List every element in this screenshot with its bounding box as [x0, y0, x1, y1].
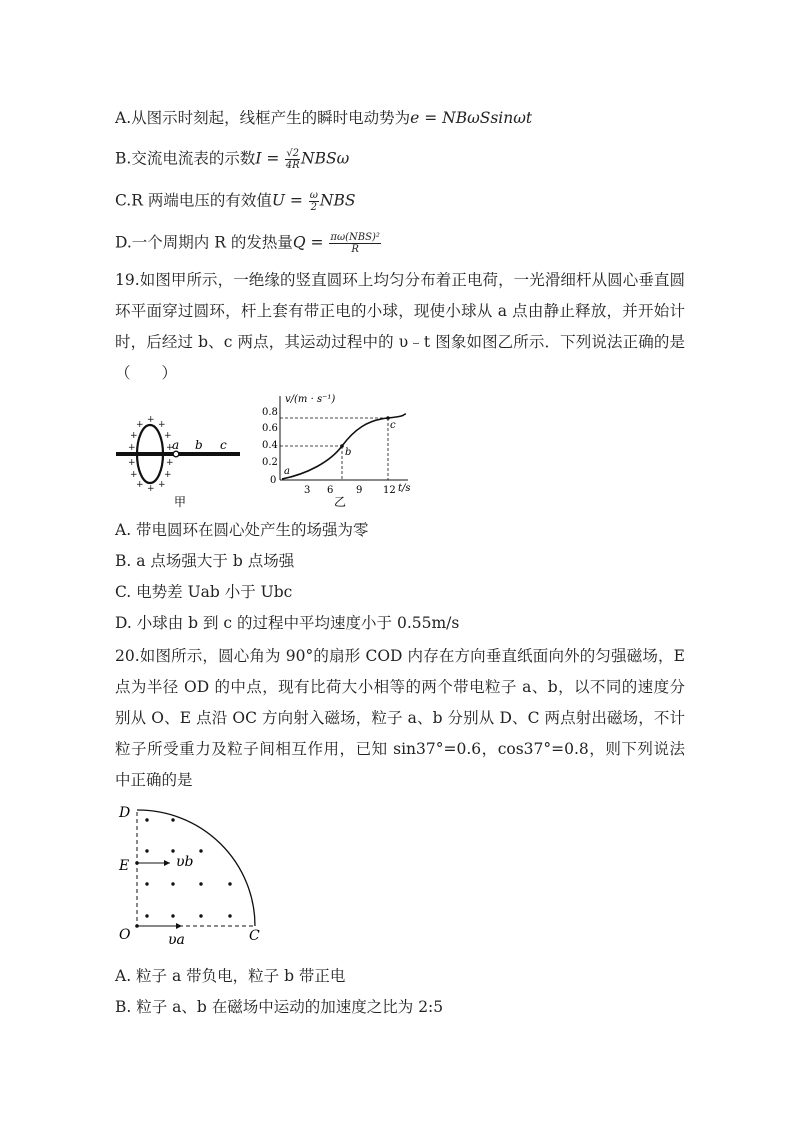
y-tick: 0.2 [262, 457, 278, 468]
question-19-stem: 19.如图甲所示，一绝缘的竖直圆环上均匀分布着正电荷，一光滑细杆从圆心垂直圆环平面穿过圆环，杆上套有带正电的小球，现使小球从 a 点由静止释放，并开始计时，后经过 b、c 两点，其运动过程中的 υ﹣t 图象如图乙所示．下列说法正确的是（ ） [115, 271, 685, 382]
option-19a: A. 带电圆环在圆心处产生的场强为零 [115, 521, 369, 539]
svg-text:+: + [158, 480, 166, 490]
arc-dc [137, 810, 255, 926]
point-b [340, 444, 344, 448]
svg-text:+: + [147, 484, 155, 494]
svg-text:+: + [130, 470, 138, 480]
formula-lhs: I = [255, 149, 280, 168]
ball [173, 451, 179, 457]
formula-lhs: Q = [292, 233, 324, 252]
svg-text:+: + [164, 431, 172, 441]
option-18a [115, 108, 532, 128]
svg-text:+: + [164, 470, 172, 480]
option-text: D.一个周期内 R 的发热量 [115, 233, 293, 252]
y-tick: 0 [270, 475, 277, 486]
x-axis-label: t/s [398, 483, 411, 494]
option-19c: C. 电势差 Uab 小于 Ubc [115, 583, 293, 601]
point-o [135, 924, 139, 928]
x-tick: 3 [304, 485, 311, 496]
curve-label-a: a [284, 466, 290, 477]
formula-lhs: U = [271, 191, 303, 210]
label-D: D [119, 805, 131, 821]
option-text: B.交流电流表的示数 [115, 149, 256, 168]
option-18d [115, 232, 382, 255]
option-text: A.从图示时刻起，线框产生的瞬时电动势为 [115, 109, 411, 127]
svg-text:+: + [166, 458, 174, 468]
caption-yi: 乙 [334, 495, 347, 509]
x-tick: 9 [356, 485, 363, 496]
fraction-num: ω [309, 190, 318, 201]
svg-text:+: + [158, 420, 166, 430]
label-a: a [172, 438, 180, 452]
curve-label-b: b [345, 447, 352, 458]
option-18c [115, 190, 356, 213]
arrowhead-vb [164, 860, 170, 866]
x-tick: 12 [383, 485, 396, 496]
option-20b: B. 粒子 a、b 在磁场中运动的加速度之比为 2:5 [115, 998, 444, 1016]
y-tick: 0.4 [262, 440, 278, 451]
fraction-den: 4R [285, 160, 300, 171]
formula-rest: NBSω [301, 149, 350, 168]
fraction-den: 2 [310, 202, 318, 213]
fraction [309, 190, 319, 213]
formula: e = NBωSsinωt [410, 109, 533, 127]
label-c: c [220, 438, 227, 452]
fraction [285, 148, 300, 171]
q20-figure [112, 800, 282, 950]
svg-text:+: + [128, 443, 136, 453]
curve-label-c: c [390, 420, 396, 431]
y-tick: 0.8 [262, 407, 278, 418]
label-C: C [249, 928, 260, 944]
svg-text:+: + [147, 415, 155, 425]
fraction [329, 232, 381, 255]
option-text: C.R 两端电压的有效值 [115, 191, 272, 210]
svg-text:+: + [128, 458, 136, 468]
point-e [135, 861, 139, 865]
label-vb: υb [176, 854, 194, 870]
option-20a: A. 粒子 a 带负电，粒子 b 带正电 [115, 967, 346, 985]
y-axis-label: v/(m · s⁻¹) [285, 394, 336, 405]
x-tick: 6 [327, 485, 334, 496]
y-tick: 0.6 [262, 423, 278, 434]
q19-figure [112, 390, 422, 509]
option-18b [115, 148, 349, 171]
label-O: O [119, 927, 131, 943]
label-E: E [119, 858, 130, 874]
caption-jia: 甲 [174, 495, 187, 509]
fraction-num: πω(NBS)² [330, 232, 380, 243]
vt-graph [262, 394, 411, 509]
charged-ring-figure [116, 415, 240, 509]
svg-text:+: + [136, 480, 144, 490]
fraction-num: √2 [286, 148, 300, 159]
label-b: b [195, 438, 203, 452]
option-19d: D. 小球由 b 到 c 的过程中平均速度小于 0.55m/s [115, 614, 460, 632]
label-va: υa [168, 932, 185, 948]
arrowhead-va [176, 923, 182, 929]
svg-text:+: + [166, 443, 174, 453]
svg-text:+: + [136, 420, 144, 430]
formula-rest: NBS [319, 191, 356, 210]
svg-text:+: + [130, 431, 138, 441]
fraction-den: R [351, 244, 359, 255]
velocity-curve [282, 414, 406, 479]
question-20-stem: 20.如图所示，圆心角为 90°的扇形 COD 内存在方向垂直纸面向外的匀强磁场，E 点为半径 OD 的中点，现有比荷大小相等的两个带电粒子 a、b，以不同的速度分别从 O、E 点沿 OC 方向射入磁场，粒子 a、b 分别从 D、C 两点射出磁场，不计粒子所受重力及粒子间相互作用，已知 sin37°=0.6，cos37°=0.8，则下列说法中正确的是 [115, 647, 685, 789]
option-19b: B. a 点场强大于 b 点场强 [115, 552, 295, 570]
